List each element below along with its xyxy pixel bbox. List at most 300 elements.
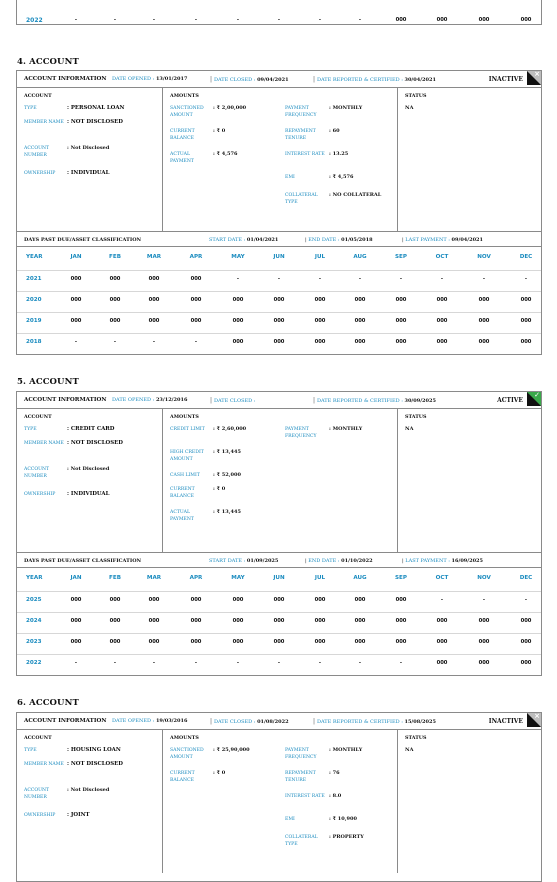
status-heading: STATUS bbox=[405, 414, 427, 420]
date-closed-label: DATE CLOSED : bbox=[213, 719, 258, 725]
amount-value: : ₹ 52,000 bbox=[213, 472, 241, 478]
dpd-cell: 000 bbox=[148, 597, 160, 603]
member-name-value: : NOT DISCLOSED bbox=[67, 119, 123, 125]
section-title: 4. ACCOUNT bbox=[17, 57, 79, 67]
dpd-cell: - bbox=[482, 597, 486, 603]
dpd-cell: 000 bbox=[354, 639, 366, 645]
amount-value: : 60 bbox=[329, 128, 340, 134]
account-number-label: ACCOUNT NUMBER bbox=[24, 788, 50, 800]
dpd-year: 2025 bbox=[26, 597, 42, 603]
dpd-cell: 000 bbox=[478, 639, 490, 645]
dpd-year: 2024 bbox=[26, 618, 42, 624]
amount-value: : ₹ 0 bbox=[213, 486, 226, 492]
end-date-value: 01/10/2022 bbox=[341, 558, 373, 564]
dpd-cell: - bbox=[194, 339, 198, 345]
month-header: JAN bbox=[70, 254, 82, 260]
row-divider bbox=[17, 312, 541, 313]
dpd-year: 2019 bbox=[26, 318, 42, 324]
dpd-cell: 000 bbox=[478, 17, 490, 23]
account-heading: ACCOUNT bbox=[24, 414, 52, 420]
amounts-heading: AMOUNTS bbox=[170, 414, 199, 420]
dpd-cell: 000 bbox=[520, 339, 532, 345]
dpd-cell: - bbox=[318, 276, 322, 282]
account-info-title: ACCOUNT INFORMATION bbox=[24, 76, 107, 82]
date-opened-label: DATE OPENED : bbox=[112, 76, 156, 82]
divider: | bbox=[210, 718, 214, 725]
dpd-year: 2022 bbox=[26, 660, 42, 666]
row-divider bbox=[17, 270, 541, 271]
account-info-header bbox=[17, 71, 541, 88]
dpd-cell: 000 bbox=[478, 618, 490, 624]
status-value: NA bbox=[405, 747, 414, 753]
dpd-cell: 000 bbox=[273, 297, 285, 303]
row-divider bbox=[17, 654, 541, 655]
amount-value: : ₹ 13,445 bbox=[213, 449, 241, 455]
amount-label: CURRENT BALANCE bbox=[170, 771, 195, 783]
amount-label: INTEREST RATE bbox=[285, 152, 325, 157]
date-reported bbox=[313, 76, 436, 83]
dpd-cell: - bbox=[440, 276, 444, 282]
dpd-cell: 000 bbox=[395, 297, 407, 303]
amount-value: : PROPERTY bbox=[329, 834, 364, 840]
member-name-value: : NOT DISCLOSED bbox=[67, 761, 123, 767]
member-name-label: MEMBER NAME bbox=[24, 441, 64, 446]
row-divider bbox=[17, 591, 541, 592]
account-number-value: : Not Disclosed bbox=[67, 145, 110, 151]
dpd-cell: 000 bbox=[354, 618, 366, 624]
account-state: INACTIVE bbox=[488, 76, 523, 83]
amount-label: PAYMENT FREQUENCY bbox=[285, 748, 317, 760]
dpd-cell: - bbox=[358, 660, 362, 666]
account-column bbox=[17, 409, 162, 552]
month-header: SEP bbox=[395, 575, 407, 581]
amount-label: CURRENT BALANCE bbox=[170, 129, 195, 141]
amount-value: : 13.25 bbox=[329, 151, 349, 157]
dpd-cell: 000 bbox=[148, 618, 160, 624]
amount-value: : ₹ 4,576 bbox=[213, 151, 238, 157]
amounts-heading: AMOUNTS bbox=[170, 735, 199, 741]
date-reported bbox=[313, 397, 436, 404]
dpd-cell: 000 bbox=[109, 276, 121, 282]
dpd-cell: 000 bbox=[314, 297, 326, 303]
row-divider bbox=[17, 612, 541, 613]
dpd-cell: 000 bbox=[395, 639, 407, 645]
last-payment-value: 16/09/2025 bbox=[451, 558, 484, 564]
amount-value: : MONTHLY bbox=[329, 105, 363, 111]
amount-value: : ₹ 25,90,000 bbox=[213, 747, 250, 753]
account-number-value: : Not Disclosed bbox=[67, 466, 110, 472]
amount-label: CREDIT LIMIT bbox=[170, 427, 205, 432]
dpd-cell: 000 bbox=[314, 339, 326, 345]
row-divider bbox=[17, 291, 541, 292]
month-header: NOV bbox=[477, 254, 491, 260]
dpd-cell: 000 bbox=[436, 339, 448, 345]
account-column bbox=[17, 730, 162, 873]
month-header: AUG bbox=[353, 254, 367, 260]
date-opened-label: DATE OPENED : bbox=[112, 397, 156, 403]
month-header: MAR bbox=[146, 575, 162, 581]
end-date bbox=[305, 558, 373, 564]
dpd-cell: 000 bbox=[190, 597, 202, 603]
status-value: NA bbox=[405, 105, 414, 111]
dpd-grid bbox=[17, 247, 541, 356]
dpd-cell: - bbox=[194, 660, 198, 666]
dpd-cell: 000 bbox=[232, 297, 244, 303]
account-number-label: ACCOUNT NUMBER bbox=[24, 146, 50, 158]
date-reported-label: DATE REPORTED & CERTIFIED : bbox=[316, 77, 405, 83]
ownership-value: : INDIVIDUAL bbox=[67, 491, 110, 497]
amount-label: INTEREST RATE bbox=[285, 794, 325, 799]
amount-label: PAYMENT FREQUENCY bbox=[285, 427, 317, 439]
amount-label: EMI bbox=[285, 175, 295, 180]
status-column bbox=[398, 88, 542, 231]
date-reported-value: 30/04/2021 bbox=[404, 77, 436, 83]
month-header: FEB bbox=[109, 575, 121, 581]
dpd-cell: 000 bbox=[70, 318, 82, 324]
dpd-cell: 000 bbox=[70, 618, 82, 624]
status-column bbox=[398, 730, 542, 873]
dpd-cell: 000 bbox=[395, 339, 407, 345]
dpd-cell: 000 bbox=[232, 618, 244, 624]
dpd-cell: - bbox=[277, 660, 281, 666]
amount-value: : ₹ 10,900 bbox=[329, 816, 357, 822]
dpd-cell: - bbox=[358, 276, 362, 282]
member-name-value: : NOT DISCLOSED bbox=[67, 440, 123, 446]
status-heading: STATUS bbox=[405, 93, 427, 99]
dpd-cell: 000 bbox=[354, 339, 366, 345]
dpd-cell: - bbox=[236, 276, 240, 282]
dpd-cell: 000 bbox=[109, 639, 121, 645]
dpd-cell: - bbox=[74, 660, 78, 666]
dpd-header bbox=[17, 231, 541, 247]
dpd-cell: - bbox=[318, 17, 322, 23]
dpd-cell: 000 bbox=[190, 297, 202, 303]
date-reported-label: DATE REPORTED & CERTIFIED : bbox=[316, 719, 405, 725]
amount-value: : ₹ 4,576 bbox=[329, 174, 354, 180]
last-payment bbox=[402, 558, 483, 564]
month-header: AUG bbox=[353, 575, 367, 581]
dpd-cell: 000 bbox=[395, 618, 407, 624]
dpd-cell: 000 bbox=[520, 318, 532, 324]
date-reported-value: 15/08/2025 bbox=[404, 719, 436, 725]
close-icon: × bbox=[534, 70, 540, 78]
month-header: DEC bbox=[519, 575, 533, 581]
dpd-title: DAYS PAST DUE/ASSET CLASSIFICATION bbox=[24, 558, 142, 564]
dpd-cell: 000 bbox=[232, 597, 244, 603]
divider: | bbox=[313, 76, 317, 83]
amount-label: CASH LIMIT bbox=[170, 473, 200, 478]
divider: | bbox=[305, 558, 309, 564]
date-opened bbox=[112, 718, 187, 724]
last-payment bbox=[402, 237, 483, 243]
dpd-cell: 000 bbox=[314, 597, 326, 603]
amounts-column bbox=[163, 730, 397, 873]
amount-label: REPAYMENT TENURE bbox=[285, 129, 316, 141]
dpd-cell: 000 bbox=[354, 297, 366, 303]
date-closed bbox=[210, 397, 255, 404]
dpd-cell: - bbox=[152, 660, 156, 666]
check-icon: ✓ bbox=[534, 391, 540, 399]
date-opened-label: DATE OPENED : bbox=[112, 718, 156, 724]
dpd-cell: - bbox=[440, 597, 444, 603]
date-closed-value: 01/08/2022 bbox=[257, 719, 289, 725]
amount-value: : MONTHLY bbox=[329, 426, 363, 432]
ownership-value: : INDIVIDUAL bbox=[67, 170, 110, 176]
dpd-cell: 000 bbox=[232, 339, 244, 345]
amount-label: COLLATERAL TYPE bbox=[285, 193, 318, 205]
amount-label: HIGH CREDIT AMOUNT bbox=[170, 450, 204, 462]
status-heading: STATUS bbox=[405, 735, 427, 741]
dpd-cell: 000 bbox=[70, 597, 82, 603]
dpd-cell: - bbox=[482, 276, 486, 282]
amount-value: : ₹ 0 bbox=[213, 128, 226, 134]
divider: | bbox=[402, 558, 406, 564]
status-column bbox=[398, 409, 542, 552]
divider: | bbox=[305, 237, 309, 243]
dpd-cell: 000 bbox=[109, 618, 121, 624]
amounts-column bbox=[163, 409, 397, 552]
start-date bbox=[209, 558, 278, 564]
account-info-header bbox=[17, 392, 541, 409]
dpd-cell: - bbox=[318, 660, 322, 666]
date-closed bbox=[210, 76, 289, 83]
account-state: ACTIVE bbox=[497, 397, 523, 404]
last-payment-label: LAST PAYMENT : bbox=[405, 237, 452, 243]
dpd-cell: 000 bbox=[395, 17, 407, 23]
amount-label: CURRENT BALANCE bbox=[170, 487, 195, 499]
end-date-label: END DATE : bbox=[308, 558, 342, 564]
amount-value: : ₹ 2,60,000 bbox=[213, 426, 247, 432]
dpd-year: 2020 bbox=[26, 297, 42, 303]
member-name-label: MEMBER NAME bbox=[24, 120, 64, 125]
account-state: INACTIVE bbox=[488, 718, 523, 725]
dpd-cell: - bbox=[236, 17, 240, 23]
amounts-heading: AMOUNTS bbox=[170, 93, 199, 99]
date-opened bbox=[112, 397, 187, 403]
amount-value: : ₹ 0 bbox=[213, 770, 226, 776]
date-reported-value: 30/09/2025 bbox=[404, 398, 436, 404]
type-value: : HOUSING LOAN bbox=[67, 747, 121, 753]
type-label: TYPE bbox=[24, 427, 37, 432]
account-card bbox=[16, 70, 542, 355]
dpd-cell: - bbox=[152, 17, 156, 23]
dpd-cell: 000 bbox=[232, 639, 244, 645]
date-closed-value: 09/04/2021 bbox=[257, 77, 289, 83]
amount-label: ACTUAL PAYMENT bbox=[170, 152, 194, 164]
start-date-value: 01/09/2025 bbox=[246, 558, 279, 564]
member-name-label: MEMBER NAME bbox=[24, 762, 64, 767]
dpd-year: 2021 bbox=[26, 276, 42, 282]
end-date bbox=[305, 237, 373, 243]
ownership-label: OWNERSHIP bbox=[24, 492, 56, 497]
dpd-cell: 000 bbox=[520, 618, 532, 624]
account-number-label: ACCOUNT NUMBER bbox=[24, 467, 50, 479]
dpd-cell: - bbox=[399, 276, 403, 282]
type-value: : CREDIT CARD bbox=[67, 426, 115, 432]
month-header: DEC bbox=[519, 254, 533, 260]
type-label: TYPE bbox=[24, 748, 37, 753]
dpd-cell: 000 bbox=[70, 276, 82, 282]
account-number-value: : Not Disclosed bbox=[67, 787, 110, 793]
dpd-grid bbox=[17, 568, 541, 677]
dpd-cell: 000 bbox=[520, 660, 532, 666]
account-3-dpd-fragment bbox=[16, 0, 542, 25]
row-divider bbox=[17, 333, 541, 334]
ownership-label: OWNERSHIP bbox=[24, 171, 56, 176]
start-date bbox=[209, 237, 278, 243]
month-header: FEB bbox=[109, 254, 121, 260]
start-date-label: START DATE : bbox=[209, 237, 247, 243]
month-header: MAR bbox=[146, 254, 162, 260]
account-column bbox=[17, 88, 162, 231]
month-header: JUL bbox=[314, 254, 326, 260]
amount-value: : 8.0 bbox=[329, 793, 342, 799]
dpd-cell: - bbox=[113, 17, 117, 23]
dpd-cell: 000 bbox=[520, 639, 532, 645]
amount-label: SANCTIONED AMOUNT bbox=[170, 748, 204, 760]
dpd-cell: - bbox=[74, 339, 78, 345]
dpd-cell: - bbox=[113, 660, 117, 666]
dpd-cell: 000 bbox=[436, 660, 448, 666]
dpd-cell: - bbox=[74, 17, 78, 23]
month-header: OCT bbox=[435, 575, 449, 581]
divider: | bbox=[402, 237, 406, 243]
dpd-cell: - bbox=[277, 276, 281, 282]
dpd-cell: 000 bbox=[190, 318, 202, 324]
month-header: JUN bbox=[273, 254, 285, 260]
dpd-cell: 000 bbox=[232, 318, 244, 324]
date-closed-label: DATE CLOSED : bbox=[213, 77, 258, 83]
dpd-cell: 000 bbox=[354, 318, 366, 324]
amounts-column bbox=[163, 88, 397, 231]
dpd-cell: 000 bbox=[273, 339, 285, 345]
month-header: SEP bbox=[395, 254, 407, 260]
dpd-cell: 000 bbox=[520, 297, 532, 303]
month-header: APR bbox=[189, 254, 203, 260]
amount-label: COLLATERAL TYPE bbox=[285, 835, 318, 847]
month-header: APR bbox=[189, 575, 203, 581]
dpd-cell: 000 bbox=[436, 639, 448, 645]
dpd-cell: 000 bbox=[314, 318, 326, 324]
account-heading: ACCOUNT bbox=[24, 93, 52, 99]
amount-label: ACTUAL PAYMENT bbox=[170, 510, 194, 522]
date-opened-value: 23/12/2016 bbox=[155, 397, 188, 403]
date-closed-label: DATE CLOSED : bbox=[213, 398, 256, 404]
dpd-cell: 000 bbox=[148, 276, 160, 282]
dpd-cell: 000 bbox=[436, 297, 448, 303]
dpd-cell: - bbox=[236, 660, 240, 666]
divider: | bbox=[313, 397, 317, 404]
month-header: NOV bbox=[477, 575, 491, 581]
dpd-cell: 000 bbox=[109, 318, 121, 324]
date-opened bbox=[112, 76, 187, 82]
start-date-value: 01/04/2021 bbox=[246, 237, 279, 243]
start-date-label: START DATE : bbox=[209, 558, 247, 564]
month-header: JAN bbox=[70, 575, 82, 581]
dpd-cell: - bbox=[194, 17, 198, 23]
dpd-cell: - bbox=[524, 276, 528, 282]
section-title: 6. ACCOUNT bbox=[17, 698, 79, 708]
amount-value: : MONTHLY bbox=[329, 747, 363, 753]
dpd-cell: 000 bbox=[436, 17, 448, 23]
amount-value: : 76 bbox=[329, 770, 340, 776]
status-value: NA bbox=[405, 426, 414, 432]
amount-value: : ₹ 2,00,000 bbox=[213, 105, 247, 111]
dpd-cell: 000 bbox=[478, 339, 490, 345]
dpd-header bbox=[17, 552, 541, 568]
dpd-cell: 000 bbox=[395, 597, 407, 603]
dpd-cell: 000 bbox=[478, 318, 490, 324]
end-date-label: END DATE : bbox=[308, 237, 342, 243]
dpd-cell: 000 bbox=[436, 618, 448, 624]
dpd-cell: - bbox=[277, 17, 281, 23]
dpd-cell: 000 bbox=[436, 318, 448, 324]
last-payment-value: 09/04/2021 bbox=[451, 237, 484, 243]
dpd-cell: - bbox=[524, 597, 528, 603]
amount-value: : ₹ 13,445 bbox=[213, 509, 241, 515]
dpd-cell: 000 bbox=[148, 318, 160, 324]
ownership-label: OWNERSHIP bbox=[24, 813, 56, 818]
dpd-cell: - bbox=[399, 660, 403, 666]
amount-label: PAYMENT FREQUENCY bbox=[285, 106, 317, 118]
month-header: JUN bbox=[273, 575, 285, 581]
dpd-cell: 000 bbox=[273, 597, 285, 603]
dpd-cell: 000 bbox=[190, 639, 202, 645]
divider: | bbox=[210, 397, 214, 404]
dpd-year: 2022 bbox=[26, 17, 43, 24]
dpd-cell: 000 bbox=[273, 618, 285, 624]
date-reported bbox=[313, 718, 436, 725]
dpd-cell: 000 bbox=[109, 597, 121, 603]
amount-label: SANCTIONED AMOUNT bbox=[170, 106, 204, 118]
account-info-title: ACCOUNT INFORMATION bbox=[24, 397, 107, 403]
type-label: TYPE bbox=[24, 106, 37, 111]
dpd-cell: 000 bbox=[148, 639, 160, 645]
divider: | bbox=[210, 76, 214, 83]
dpd-cell: 000 bbox=[354, 597, 366, 603]
month-header: OCT bbox=[435, 254, 449, 260]
dpd-cell: 000 bbox=[273, 318, 285, 324]
account-info-header bbox=[17, 713, 541, 730]
amount-label: EMI bbox=[285, 817, 295, 822]
dpd-cell: 000 bbox=[190, 618, 202, 624]
end-date-value: 01/05/2018 bbox=[341, 237, 373, 243]
account-heading: ACCOUNT bbox=[24, 735, 52, 741]
dpd-year: 2023 bbox=[26, 639, 42, 645]
dpd-title: DAYS PAST DUE/ASSET CLASSIFICATION bbox=[24, 237, 142, 243]
amount-label: REPAYMENT TENURE bbox=[285, 771, 316, 783]
month-header: MAY bbox=[231, 575, 245, 581]
date-opened-value: 13/01/2017 bbox=[155, 76, 188, 82]
dpd-cell: 000 bbox=[520, 17, 532, 23]
dpd-cell: 000 bbox=[478, 297, 490, 303]
date-closed bbox=[210, 718, 289, 725]
month-header: MAY bbox=[231, 254, 245, 260]
divider: | bbox=[313, 718, 317, 725]
dpd-cell: 000 bbox=[70, 639, 82, 645]
date-reported-label: DATE REPORTED & CERTIFIED : bbox=[316, 398, 405, 404]
section-title: 5. ACCOUNT bbox=[17, 377, 79, 387]
dpd-cell: 000 bbox=[190, 276, 202, 282]
last-payment-label: LAST PAYMENT : bbox=[405, 558, 452, 564]
account-card bbox=[16, 391, 542, 676]
month-header: JUL bbox=[314, 575, 326, 581]
account-info-title: ACCOUNT INFORMATION bbox=[24, 718, 107, 724]
dpd-year: 2018 bbox=[26, 339, 42, 345]
month-header: YEAR bbox=[26, 254, 43, 260]
dpd-cell: 000 bbox=[395, 318, 407, 324]
row-divider bbox=[17, 633, 541, 634]
